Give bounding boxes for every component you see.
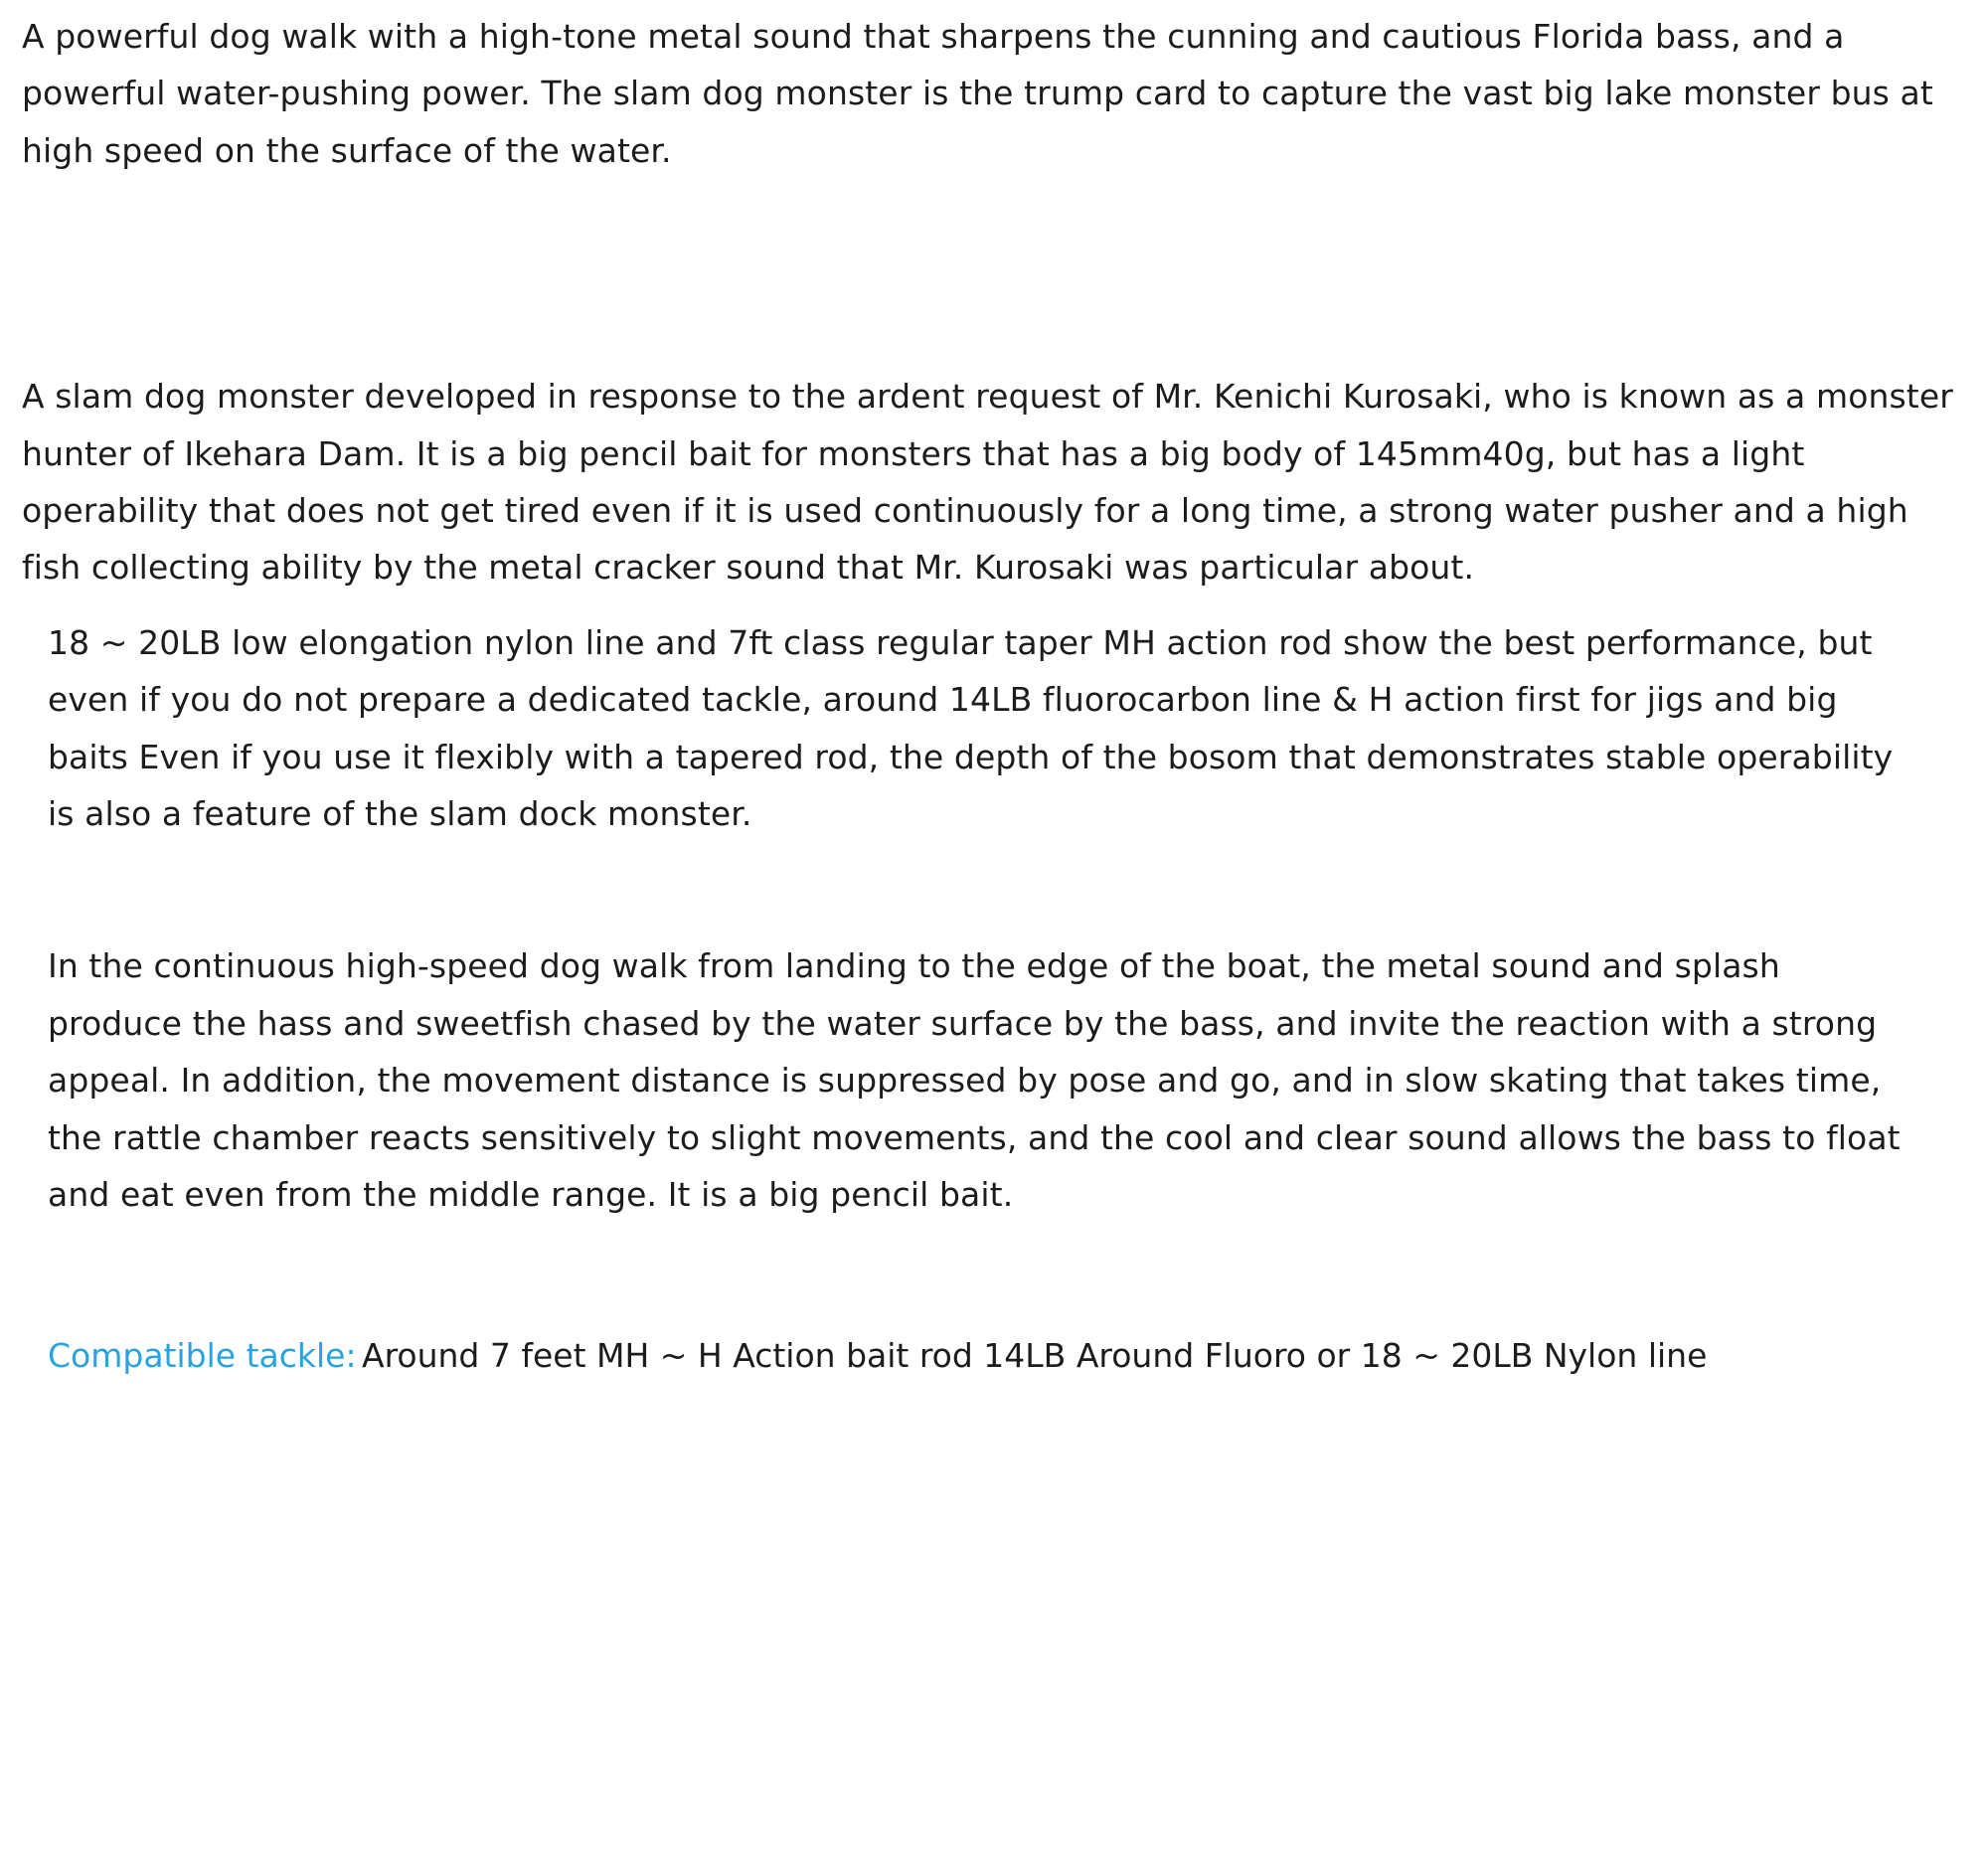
compatible-tackle-label: Compatible tackle: — [48, 1335, 357, 1375]
compatible-tackle-value: Around 7 feet MH ~ H Action bait rod 14LB Around Fluoro or 18 ~ 20LB Nylon line — [362, 1335, 1708, 1375]
paragraph-development: A slam dog monster developed in response to the ardent request of Mr. Kenichi Kurosaki, who is known as a monster hunter of Ikehara Dam. It is a big pencil bait for monsters that has a big body of 145mm40g, but has a light operability that does not get tired even if it is used continuously for a long time, a strong water pusher and a high fish collecting ability by the metal cracker sound that Mr. Kurosaki was particular about. — [22, 377, 1953, 588]
spacer-after-intro — [22, 179, 1962, 368]
spacer-bottom — [22, 1384, 1962, 1443]
paragraph-intro: A powerful dog walk with a high-tone metal sound that sharpens the cunning and cautious Florida bass, and a powerful water-pushing power. The slam dog monster is the trump card to capture the vast big lake monster bus at high speed on the surface of the water. — [22, 17, 1933, 170]
spacer-before-tackle-advice — [22, 596, 1962, 614]
compatible-tackle-table — [22, 1327, 1962, 1384]
table-row — [22, 1327, 1962, 1384]
paragraph-tackle-advice: 18 ~ 20LB low elongation nylon line and 7ft class regular taper MH action rod show the best performance, but even if you do not prepare a dedicated tackle, around 14LB fluorocarbon line & H action first for jigs and big baits Even if you use it flexibly with a tapered rod, the depth of the bosom that demonstrates stable operability is also a feature of the slam dock monster. — [48, 622, 1894, 834]
spacer-before-action — [22, 842, 1962, 937]
paragraph-action-description: In the continuous high-speed dog walk from landing to the edge of the boat, the metal sound and splash produce the hass and sweetfish chased by the water surface by the bass, and invite the reaction with a strong appeal. In addition, the movement distance is suppressed by pose and go, and in slow skating that takes time, the rattle chamber reacts sensitively to slight movements, and the cool and clear sound allows the bass to float and eat even from the middle range. It is a big pencil bait. — [48, 946, 1901, 1215]
